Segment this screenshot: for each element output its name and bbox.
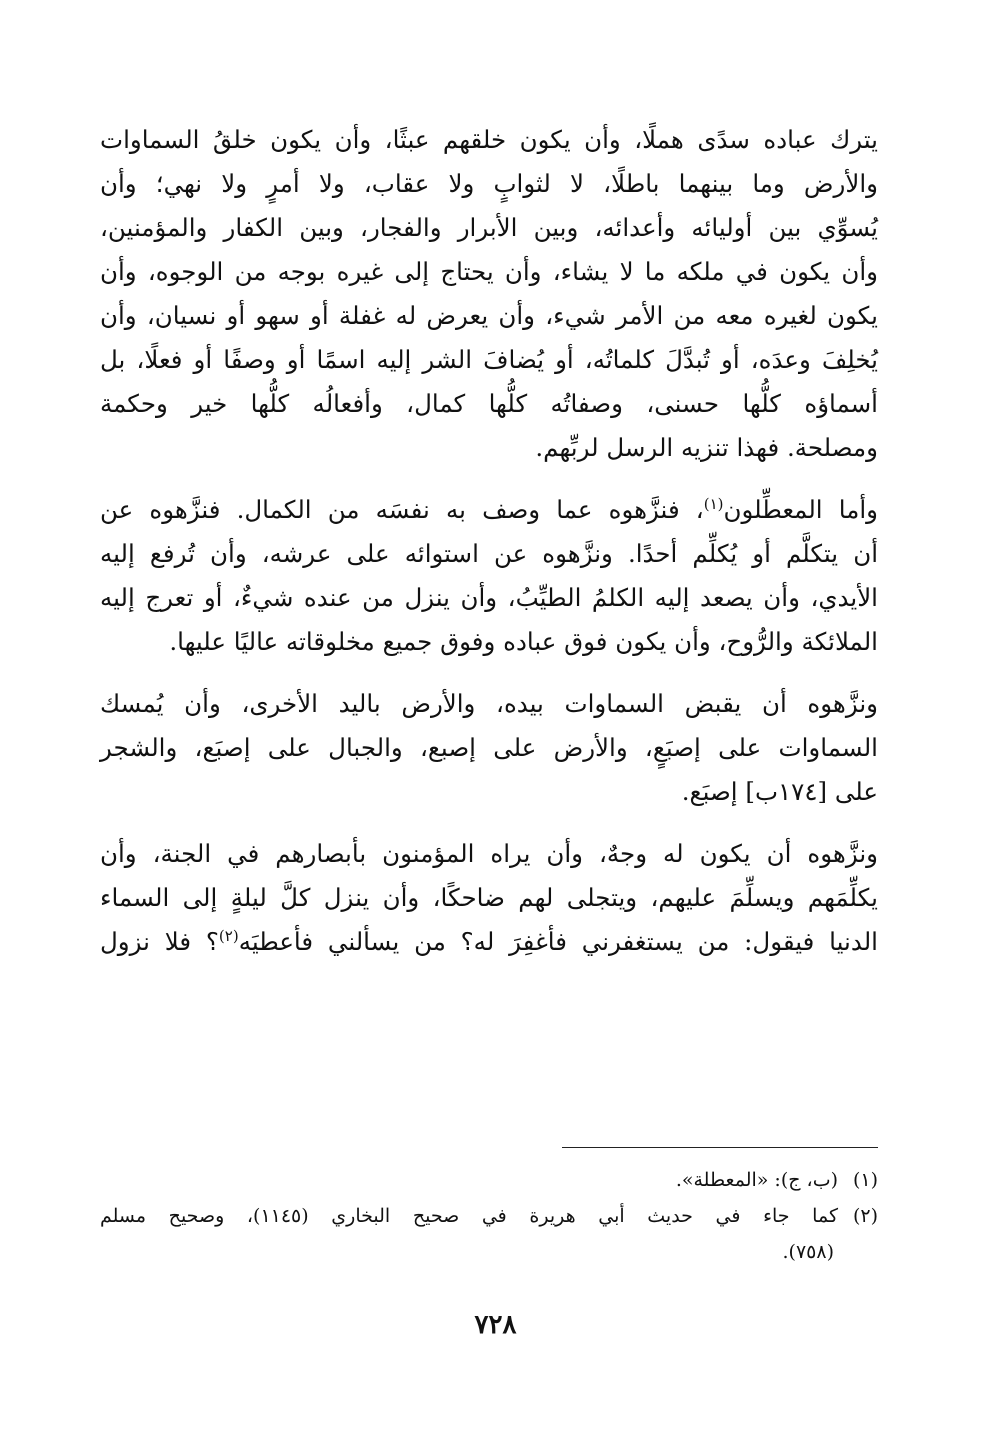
text-line: الأيدي، وأن يصعد إليه الكلمُ الطيِّبُ، وأن ينزل من عنده شيءٌ، أو تعرج إليه — [100, 583, 878, 612]
text-run: وأما المعطِّلون — [723, 495, 878, 524]
text-line: يُسوِّي بين أوليائه وأعدائه، وبين الأبرار والفجار، وبين الكفار والمؤمنين، — [100, 213, 878, 242]
paragraph-1 — [100, 118, 878, 470]
text-line: السماوات على إصبَعٍ، والأرض على إصبع، والجبال على إصبَع، والشجر — [100, 733, 878, 762]
text-line: ونزَّهوه أن يقبض السماوات بيده، والأرض باليد الأخرى، وأن يُمسك — [100, 689, 878, 718]
footnote-ref-2[interactable]: (٢) — [218, 927, 239, 945]
paragraph-2 — [100, 488, 878, 664]
text-line-with-footnote — [100, 920, 878, 964]
text-run: ، فنزَّهوه عما وصف به نفسَه من الكمال. فنزَّهوه عن — [100, 495, 704, 524]
text-line: يكلِّمَهم ويسلِّمَ عليهم، ويتجلى لهم ضاحكًا، وأن ينزل كلَّ ليلةٍ إلى السماء — [100, 883, 878, 912]
text-line: يكون لغيره معه من الأمر شيء، وأن يعرض له غفلة أو سهو أو نسيان، وأن — [100, 301, 878, 330]
text-line: أن يتكلَّم أو يُكلِّم أحدًا. ونزَّهوه عن استوائه على عرشه، وأن تُرفع إليه — [100, 539, 878, 568]
text-line: والأرض وما بينهما باطلًا، لا لثوابٍ ولا عقاب، ولا أمرٍ ولا نهي؛ وأن — [100, 169, 878, 198]
text-line: يُخلِفَ وعدَه، أو تُبدَّلَ كلماتُه، أو يُضافَ الشر إليه اسمًا أو وصفًا أو فعلًا، بل — [100, 345, 878, 374]
footnotes — [100, 1162, 878, 1270]
text-run: ؟ فلا نزول — [100, 927, 219, 956]
footnote-ref-1[interactable]: (١) — [703, 495, 724, 513]
text-line: أسماؤه كلُّها حسنى، وصفاتُه كلُّها كمال، وأفعالُه كلُّها خير وحكمة — [100, 389, 878, 418]
text-line: يترك عباده سدًى هملًا، وأن يكون خلقهم عبثًا، وأن يكون خلقُ السماوات — [100, 125, 878, 154]
text-line: وأن يكون في ملكه ما لا يشاء، وأن يحتاج إلى غيره بوجه من الوجوه، وأن — [100, 257, 878, 286]
text-line: ونزَّهوه أن يكون له وجهٌ، وأن يراه المؤمنون بأبصارهم في الجنة، وأن — [100, 839, 878, 868]
footnote-text: كما جاء في حديث أبي هريرة في صحيح البخاري (١١٤٥)، وصحيح مسلم — [100, 1205, 838, 1227]
text-line: ومصلحة. فهذا تنزيه الرسل لربِّهم. — [535, 433, 878, 462]
main-text — [100, 118, 878, 964]
footnote-1 — [100, 1162, 878, 1198]
footnote-2 — [100, 1198, 878, 1234]
footnote-separator — [562, 1147, 878, 1148]
footnote-text: (ب، ج): «المعطلة». — [675, 1169, 838, 1191]
footnote-number: (١) — [852, 1169, 878, 1191]
text-line-with-footnote — [100, 488, 878, 532]
text-run: الدنيا فيقول: من يستغفرني فأغفِرَ له؟ من يسألني فأعطيَه — [238, 927, 878, 956]
page-number: ٧٢٨ — [474, 1310, 517, 1340]
text-line: الملائكة والرُّوح، وأن يكون فوق عباده وفوق جميع مخلوقاته عاليًا عليها. — [169, 627, 878, 656]
paragraph-3 — [100, 682, 878, 814]
text-line: على [١٧٤ب] إصبَع. — [681, 777, 878, 806]
footnote-number: (٢) — [852, 1205, 878, 1227]
footnote-2-continuation: (٧٥٨). — [782, 1241, 834, 1263]
paragraph-4 — [100, 832, 878, 964]
